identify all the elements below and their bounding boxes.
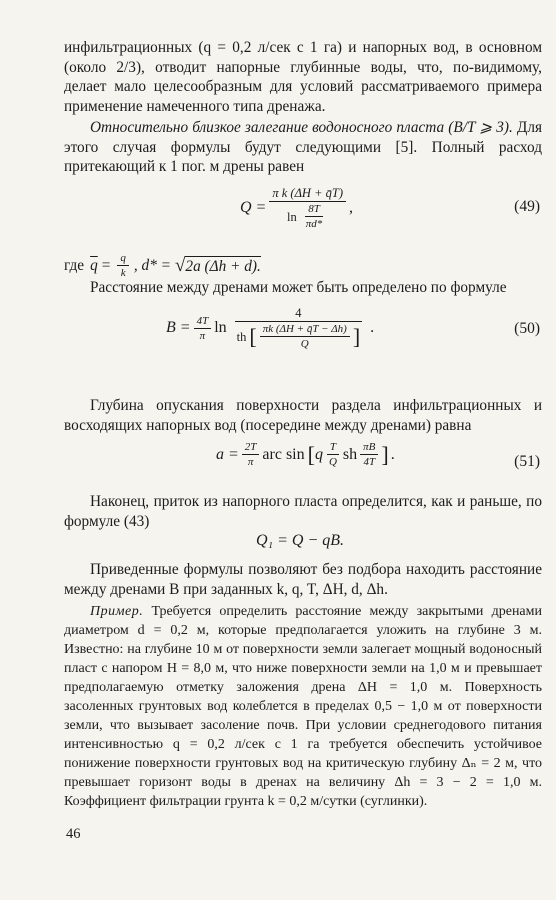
- equation-number-51: (51): [514, 453, 540, 470]
- eq50-ln: ln: [214, 319, 227, 336]
- eq51-lhs: a =: [216, 445, 239, 463]
- section-heading-italic: Относительно близкое залегание водоносного пласта (B/T ⩾ 3).: [90, 119, 513, 136]
- equation-51: [216, 441, 395, 468]
- paragraph-case: [64, 118, 542, 177]
- where-prefix: где: [64, 256, 85, 274]
- eq50-num: 4: [235, 306, 361, 322]
- eq51-sh: sh: [342, 445, 358, 463]
- paragraph-formulas: Приведенные формулы позволяют без подбора находить расстояние между дренами B при заданных k, q, T, ΔH, d, Δh.: [64, 561, 542, 598]
- eq49-lhs: Q =: [240, 199, 267, 216]
- paragraph-distance: Расстояние между дренами может быть определено по формуле: [90, 279, 507, 296]
- eq49-comma: ,: [349, 199, 353, 216]
- eq51-arcsin: arc sin: [262, 445, 305, 463]
- eq51-coef-num: 2T: [242, 441, 260, 455]
- eq49-den-num: 8T: [305, 203, 323, 217]
- eq50-coef-den: π: [199, 329, 206, 342]
- eq49-den-den: πd*: [305, 218, 323, 230]
- eq50-inner-den: Q: [300, 338, 309, 350]
- eq50-coef-num: 4T: [194, 315, 212, 329]
- bracket-left: [: [249, 323, 257, 349]
- equation-q1: Q₁ = Q − qB.: [256, 532, 345, 549]
- eq51-t-den: Q: [328, 456, 337, 468]
- eq51-coef: [242, 441, 260, 468]
- eq50-main-fraction: [234, 306, 363, 350]
- eq50-coef: [194, 315, 212, 342]
- example-text: Требуется определить расстояние между закрытыми дренами диаметром d = 0,2 м, которые предполагается уложить на глубине 3 м. Известно: на глубине 10 м от поверхности земли залегает мощный водоносный пласт с напором H = 8,0 м, что ниже поверхности земли на 1,0 м и превышает предполагаемую отметку заложения дрена ΔH = 1,0 м. Поверхность засоленных грунтовых вод колеблется в пределах 0,5 − 1,0 м от поверхности земли, что вызывает засоление почв. При условии среднегодового питания интенсивностью q = 0,2 л/сек с 1 га требуется обеспечить устойчивое понижение поверхности грунтовых вод на критическую глубину Δₙ = 2 м, что превышает горизонт воды в дренах на величину Δh = 3 − 2 = 1,0 м. Коэффициент фильтрации грунта k = 0,2 м/сутки (суглинки).: [64, 604, 542, 809]
- eq51-s-den: 4T: [363, 456, 376, 468]
- example-label: Пример.: [90, 604, 144, 619]
- eq50-end: .: [370, 319, 375, 336]
- paragraph-depth: Глубина опускания поверхности раздела инфильтрационных и восходящих напорных вод (посередине между дренами) равна: [64, 397, 542, 434]
- where-q-num: q: [117, 252, 129, 266]
- equation-number-49: (49): [514, 198, 540, 215]
- where-definitions: [64, 252, 261, 279]
- page-number: 46: [66, 826, 81, 842]
- eq51-end: .: [390, 445, 395, 463]
- eq51-t-num: T: [327, 441, 339, 455]
- where-q-fraction: [117, 252, 129, 279]
- where-eq: =: [101, 256, 111, 274]
- where-q-den: k: [120, 267, 126, 279]
- eq49-log-fraction: [303, 203, 326, 230]
- where-sqrt-body: 2a (Δh + d).: [185, 257, 261, 275]
- eq51-q: q: [314, 445, 323, 463]
- bracket-right: ]: [381, 441, 389, 467]
- equation-number-50: (50): [514, 320, 540, 337]
- equation-49: [240, 186, 353, 230]
- eq51-s-num: πB: [360, 441, 378, 455]
- eq49-denominator: [284, 202, 331, 230]
- bracket-left: [: [307, 441, 315, 467]
- bracket-right: ]: [352, 323, 361, 349]
- eq49-ln: ln: [287, 209, 297, 224]
- equation-50: [166, 306, 374, 350]
- sqrt-sign: √: [174, 254, 186, 276]
- eq50-lhs: B =: [166, 319, 191, 336]
- paragraph-intro: инфильтрационных (q = 0,2 л/сек с 1 га) и напорных вод, в основном (около 2/3), отводит напорные глубинные воды, что, по-видимому, делает мало целесообразным для условий рассматриваемого примера применение намеченного типа дренажа.: [64, 39, 542, 115]
- paragraph-finally: Наконец, приток из напорного пласта определится, как и раньше, по формуле (43): [64, 493, 542, 530]
- eq49-numerator: π k (ΔH + q̄T): [269, 186, 346, 202]
- eq51-coef-den: π: [247, 456, 254, 468]
- eq51-t-fraction: [326, 441, 340, 468]
- where-dstar: , d* =: [133, 256, 171, 274]
- where-qbar: $\overline{q}$: [90, 256, 98, 274]
- eq49-fraction: [269, 186, 346, 230]
- paragraph-example: [64, 602, 542, 811]
- eq50-inner-fraction: [260, 323, 350, 350]
- eq50-den: [234, 322, 363, 350]
- eq50-th: th: [236, 329, 247, 344]
- eq51-s-fraction: [360, 441, 378, 468]
- paragraph-case-text: Для этого случая формулы будут следующими [5]. Полный расход притекающий к 1 пог. м дрены равен: [64, 119, 542, 176]
- eq50-inner-num: πk (ΔH + q̄T − Δh): [260, 323, 350, 337]
